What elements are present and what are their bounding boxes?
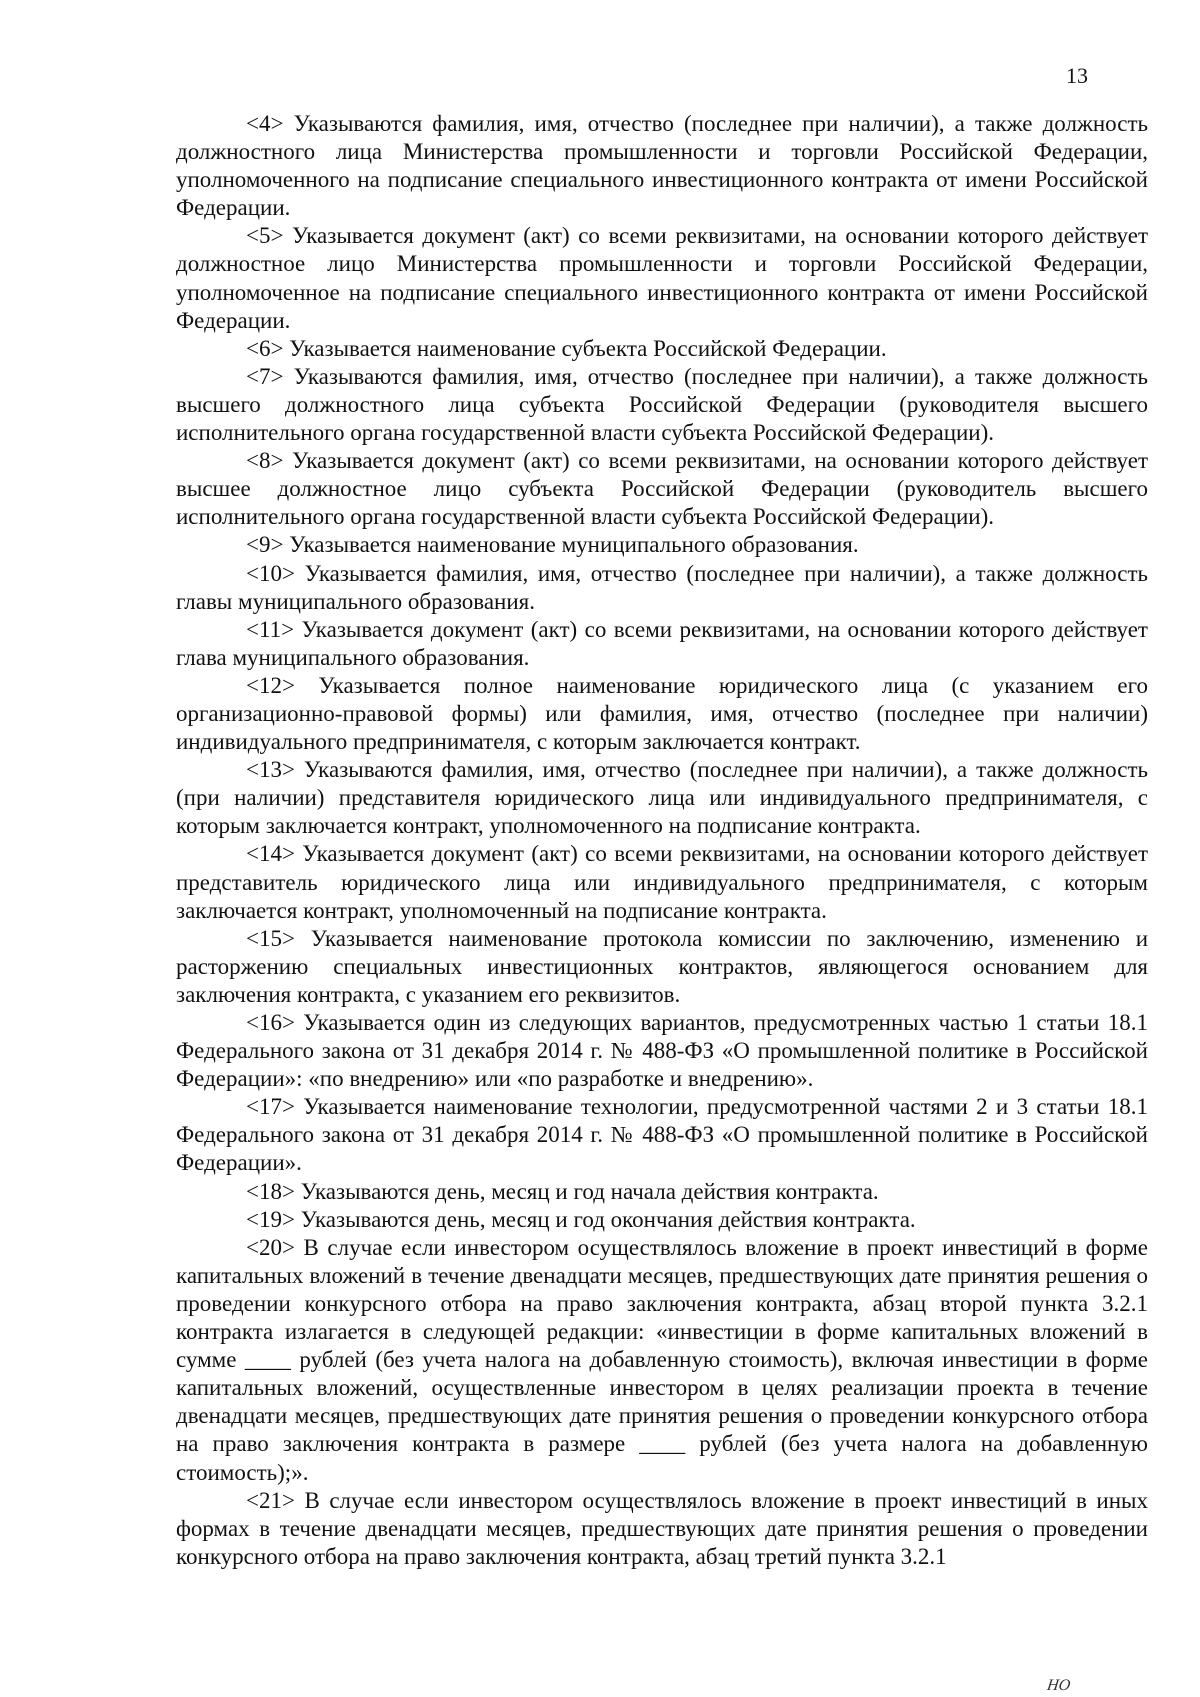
footnote-5: <5> Указывается документ (акт) со всеми реквизитами, на основании которого действует должностное лицо Министерства промышленности и торговли Российской Федерации, уполномоченное на подписание специального инвестиционного контракта от имени Российской Федерации. [176,223,1148,333]
footnote-19: <19> Указываются день, месяц и год окончания действия контракта. [246,1206,916,1232]
page-number: 13 [1066,63,1088,88]
footnote-18: <18> Указываются день, месяц и год начала действия контракта. [246,1178,879,1204]
footnote-17: <17> Указывается наименование технологии, предусмотренной частями 2 и 3 статьи 18.1 Федерального закона от 31 декабря 2014 г. № 488-ФЗ «О промышленной политике в Российской Федерации». [176,1094,1148,1176]
footnote-10: <10> Указывается фамилия, имя, отчество (последнее при наличии), а также должность главы муниципального образования. [176,560,1148,614]
footnote-6: <6> Указывается наименование субъекта Российской Федерации. [246,335,887,361]
footnotes-list [176,110,1148,1571]
handwritten-initials: НО [1045,1677,1072,1694]
footnote-9: <9> Указывается наименование муниципального образования. [246,532,859,558]
footnote-21: <21> В случае если инвестором осуществлялось вложение в проект инвестиций в иных формах в течение двенадцати месяцев, предшествующих дате принятия решения о проведении конкурсного отбора на право заключения контракта, абзац третий пункта 3.2.1 [176,1487,1148,1569]
footnote-16: <16> Указывается один из следующих вариантов, предусмотренных частью 1 статьи 18.1 Федерального закона от 31 декабря 2014 г. № 488-ФЗ «О промышленной политике в Российской Федерации»: «по внедрению» или «по разработке и внедрению». [176,1010,1148,1092]
footnote-11: <11> Указывается документ (акт) со всеми реквизитами, на основании которого действует глава муниципального образования. [176,616,1148,670]
footnote-15: <15> Указывается наименование протокола комиссии по заключению, изменению и расторжению специальных инвестиционных контрактов, являющегося основанием для заключения контракта, с указанием его реквизитов. [176,925,1148,1007]
footnote-4: <4> Указываются фамилия, имя, отчество (последнее при наличии), а также должность должностного лица Министерства промышленности и торговли Российской Федерации, уполномоченного на подписание специального инвестиционного контракта от имени Российской Федерации. [176,111,1148,221]
footnote-12: <12> Указывается полное наименование юридического лица (с указанием его организационно-правовой формы) или фамилия, имя, отчество (последнее при наличии) индивидуального предпринимателя, с которым заключается контракт. [176,672,1148,755]
footnote-8: <8> Указывается документ (акт) со всеми реквизитами, на основании которого действует высшее должностное лицо субъекта Российской Федерации (руководитель высшего исполнительного органа государственной власти субъекта Российской Федерации). [176,448,1148,530]
footnote-14: <14> Указывается документ (акт) со всеми реквизитами, на основании которого действует представитель юридического лица или индивидуального предпринимателя, с которым заключается контракт, уполномоченный на подписание контракта. [176,841,1148,923]
footnote-7: <7> Указываются фамилия, имя, отчество (последнее при наличии), а также должность высшего должностного лица субъекта Российской Федерации (руководителя высшего исполнительного органа государственной власти субъекта Российской Федерации). [176,363,1148,446]
footnote-13: <13> Указываются фамилия, имя, отчество (последнее при наличии), а также должность (при наличии) представителя юридического лица или индивидуального предпринимателя, с которым заключается контракт, уполномоченного на подписание контракта. [176,757,1148,839]
footnote-20: <20> В случае если инвестором осуществлялось вложение в проект инвестиций в форме капитальных вложений в течение двенадцати месяцев, предшествующих дате принятия решения о проведении конкурсного отбора на право заключения контракта, абзац второй пункта 3.2.1 контракта излагается в следующей редакции: «инвестиции в форме капитальных вложений в сумме ____ рублей (без учета налога на добавленную стоимость), включая инвестиции в форме капитальных вложений, осуществленные инвестором в целях реализации проекта в течение двенадцати месяцев, предшествующих дате принятия решения о проведении конкурсного отбора на право заключения контракта в размере ____ рублей (без учета налога на добавленную стоимость);». [176,1234,1148,1485]
